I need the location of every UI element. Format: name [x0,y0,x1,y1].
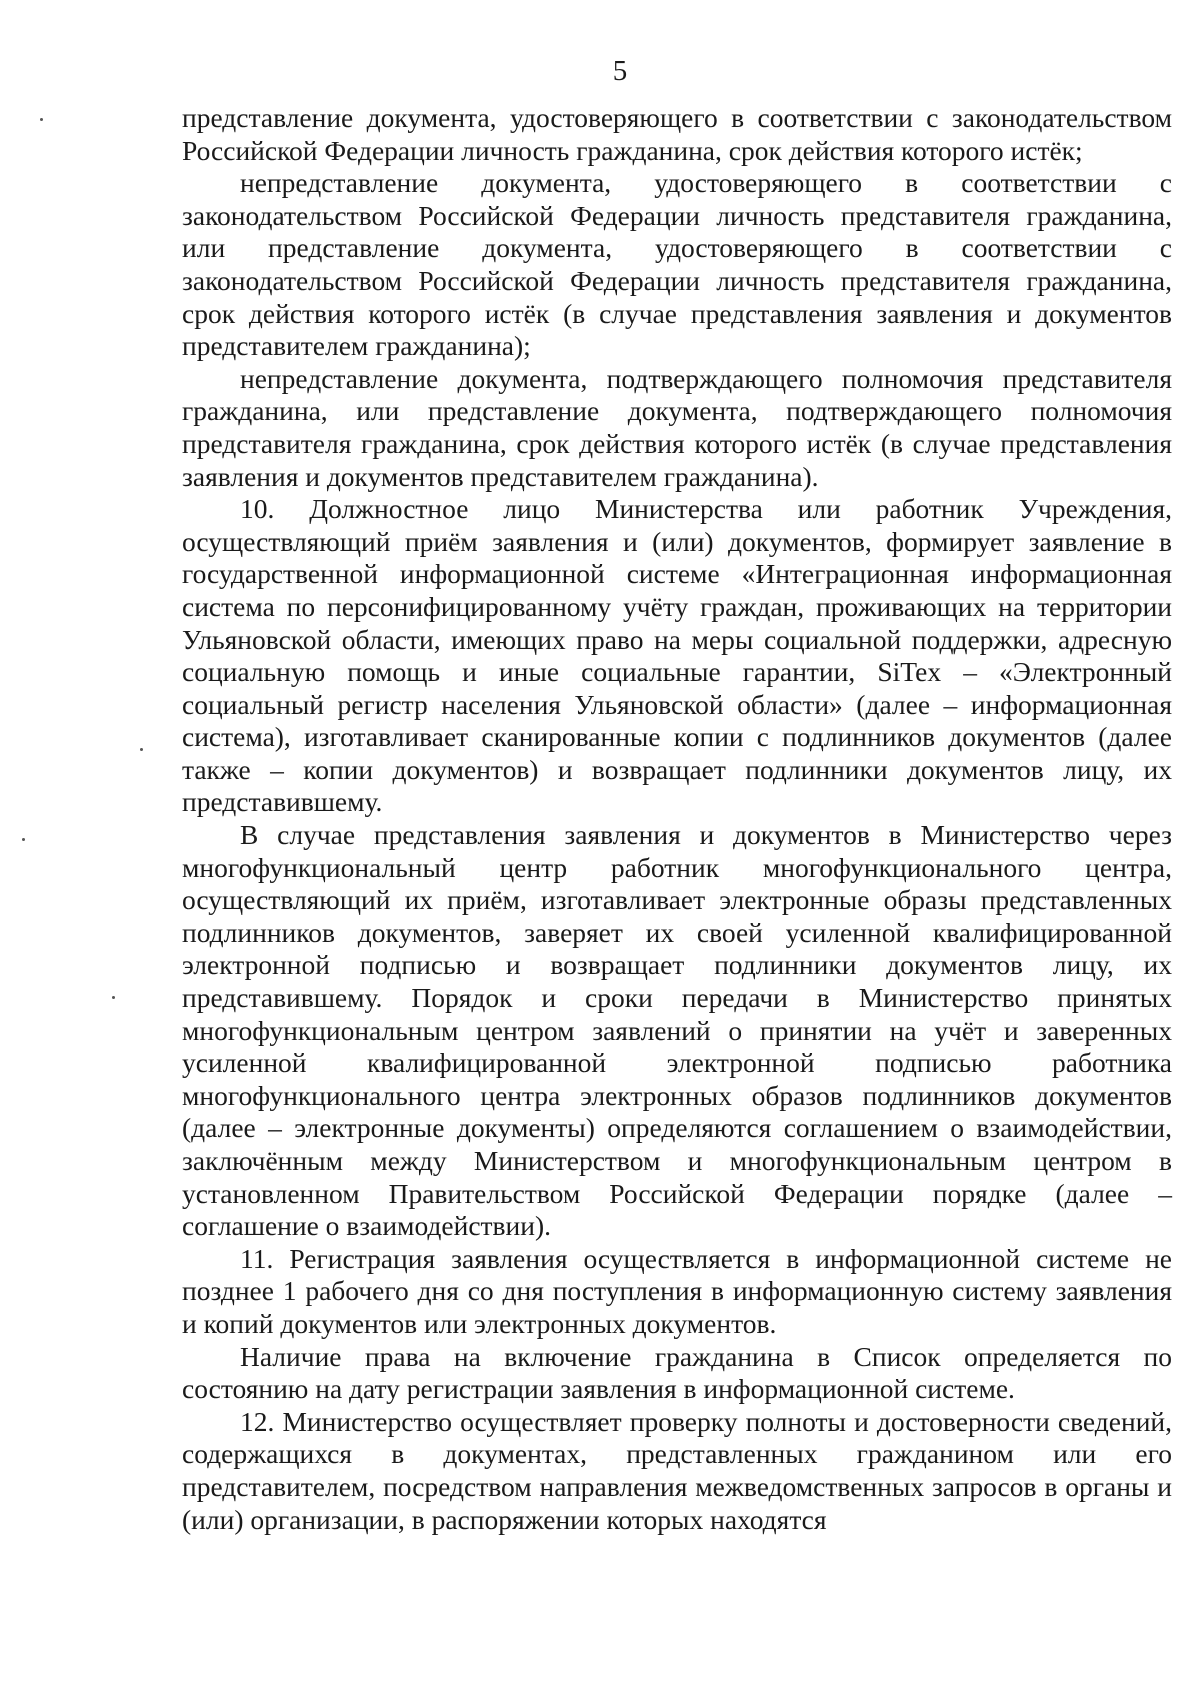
paragraph-1: представление документа, удостоверяющего в соответствии с законодательством Российской Федерации личность гражданина, срок действия которого истёк; [182,102,1172,166]
scan-speck [112,996,115,999]
document-body [182,102,1172,1536]
scan-speck [40,118,43,121]
paragraph-4: 10. Должностное лицо Министерства или работник Учреждения, осуществляющий приём заявления и (или) документов, формирует заявление в государственной информационной системе «Интеграционная информационная система по персонифицированному учёту граждан, проживающих на территории Ульяновской области, имеющих право на меры социальной поддержки, адресную социальную помощь и иные социальные гарантии, SiTex – «Электронный социальный регистр населения Ульяновской области» (далее – информационная система), изготавливает сканированные копии с подлинников документов (далее также – копии документов) и возвращает подлинники документов лицу, их представившему. [182,493,1172,818]
page-number: 5 [612,55,628,87]
paragraph-2: непредставление документа, удостоверяющего в соответствии с законодательством Российской Федерации личность представителя гражданина, или представление документа, удостоверяющего в соответствии с законодательством Российской Федерации личность представителя гражданина, срок действия которого истёк (в случае представления заявления и документов представителем гражданина); [182,167,1172,362]
paragraph-7: Наличие права на включение гражданина в Список определяется по состоянию на дату регистрации заявления в информационной системе. [182,1340,1172,1405]
paragraph-6: 11. Регистрация заявления осуществляется в информационной системе не позднее 1 рабочего дня со дня поступления в информационную систему заявления и копий документов или электронных документов. [182,1242,1172,1339]
scan-speck [22,838,25,841]
paragraph-5: В случае представления заявления и документов в Министерство через многофункциональный центр работник многофункционального центра, осуществляющий их приём, изготавливает электронные образы представленных подлинников документов, заверяет их своей усиленной квалифицированной электронной подписью и возвращает подлинники документов лицу, их представившему. Порядок и сроки передачи в Министерство принятых многофункциональным центром заявлений о принятии на учёт и заверенных усиленной квалифицированной электронной подписью работника многофункционального центра электронных образов подлинников документов (далее – электронные документы) определяются соглашением о взаимодействии, заключённым между Министерством и многофункциональным центром в установленном Правительством Российской Федерации порядке (далее – соглашение о взаимодействии). [182,819,1172,1242]
scan-speck [140,748,143,751]
paragraph-3: непредставление документа, подтверждающего полномочия представителя гражданина, или представление документа, подтверждающего полномочия представителя гражданина, срок действия которого истёк (в случае представления заявления и документов представителем гражданина). [182,362,1172,492]
paragraph-8: 12. Министерство осуществляет проверку полноты и достоверности сведений, содержащихся в документах, представленных гражданином или его представителем, посредством направления межведомственных запросов в органы и (или) организации, в распоряжении которых находятся [182,1405,1172,1535]
